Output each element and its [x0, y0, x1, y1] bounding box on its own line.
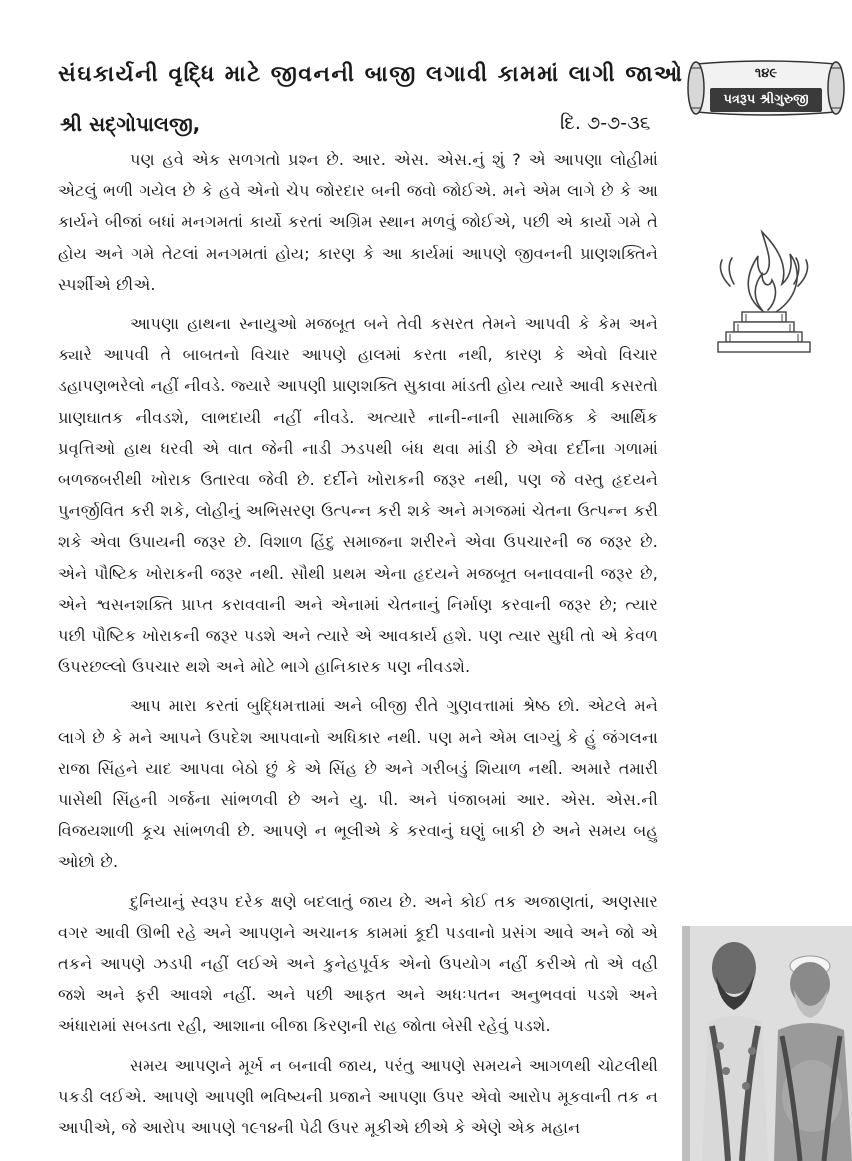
badge-caption: પત્રરૂપ શ્રીગુરુજી: [710, 88, 822, 112]
body-paragraph: પણ હવે એક સળગતો પ્રશ્ન છે. આર. એસ. એસ.નું શું ? એ આપણા લોહીમાં એટલું ભળી ગયેલ છે કે હવે એનો ચેપ જોરદાર બની જવો જોઈએ. મને એમ લાગે છે કે આ કાર્યને બીજાં બધાં મનગમતાં કાર્યો કરતાં અગ્રિમ સ્થાન મળવું જોઈએ, પછી એ કાર્યો ગમે તે હોય અને ગમે તેટલાં મનગમતાં હોય; કારણ કે આ કાર્યમાં આપણે જીવનની પ્રાણશક્તિને સ્પર્શીએ છીએ.: [58, 150, 658, 294]
body-paragraph: આપ મારા કરતાં બુદ્ધિમત્તામાં અને બીજી રીતે ગુણવત્તામાં શ્રેષ્ઠ છો. એટલે મને લાગે છે કે મને આપને ઉપદેશ આપવાનો અધિકાર નથી. પણ મને એમ લાગ્યું કે હું જંગલના રાજા સિંહને યાદ આપવા બેઠો છું કે એ સિંહ છે અને ગરીબડું શિયાળ નથી. અમારે તમારી પાસેથી સિંહની ગર્જના સાંભળવી છે અને યુ. પી. અને પંજાબમાં આર. એસ. એસ.ની વિજયશાળી કૂચ સાંભળવી છે. આપણે ન ભૂલીએ કે કરવાનું ઘણું બાકી છે અને સમય બહુ ઓછો છે.: [58, 696, 658, 872]
flame-emblem-icon: [712, 226, 816, 358]
body-paragraph: સમય આપણને મૂર્ખ ન બનાવી જાય, પરંતુ આપણે સમયને આગળથી ચોટલીથી પકડી લઈએ. આપણે આપણી ભવિષ્યની પ્રજાને આપણા ઉપર એવો આરોપ મૂકવાની તક ન આપીએ, જે આરોપ આપણે ૧૯૧૪ની પેઢી ઉપર મૂકીએ છીએ કે એણે એક મહાન: [58, 1055, 658, 1138]
page-number: ૧૪૯: [754, 66, 778, 81]
guruji-photo: [682, 926, 852, 1161]
body-paragraph: દુનિયાનું સ્વરૂપ દરેક ક્ષણે બદલાતું જાય છે. અને કોઈ તક અજાણતાં, અણસાર વગર આવી ઊભી રહે અને આપણને અચાનક કામમાં કૂદી પડવાનો પ્રસંગ આવે અને જો એ તકને આપણે ઝડપી નહીં લઈએ અને કુનેહપૂર્વક એનો ઉપયોગ નહીં કરીએ તો એ વહી જશે અને ફરી આવશે નહીં. અને પછી આફત અને અધઃપતન અનુભવવાં પડશે અને અંધારામાં સબડતા રહી, આશાના બીજા કિરણની રાહ જોતા બેસી રહેવું પડશે.: [58, 891, 658, 1036]
page-badge: [686, 56, 846, 120]
letter-heading: સંઘકાર્યની વૃદ્ધિ માટે જીવનની બાજી લગાવી કામમાં લાગી જાઓ: [58, 62, 684, 87]
letter-date: દિ. ૭-૭-૩૬: [560, 112, 651, 134]
letter-addressee: શ્રી સદ્‌ગોપાલજી,: [60, 112, 201, 136]
body-paragraph: આપણા હાથના સ્નાયુઓ મજબૂત બને તેવી કસરત તેમને આપવી કે કેમ અને ક્યારે આપવી તે બાબતનો વિચાર આપણે હાલમાં કરતા નથી, કારણ કે એવો વિચાર ડહાપણભરેલો નહીં નીવડે. જ્યારે આપણી પ્રાણશક્તિ સુકાવા માંડતી હોય ત્યારે આવી કસરતો પ્રાણઘાતક નીવડશે, લાભદાયી નહીં નીવડે. અત્યારે નાની-નાની સામાજિક કે આર્થિક પ્રવૃત્તિઓ હાથ ધરવી એ વાત જેની નાડી ઝડપથી બંધ થવા માંડી છે એવા દર્દીના ગળામાં બળજબરીથી ખોરાક ઉતારવા જેવી છે. દર્દીને ખોરાકની જરૂર નથી, પણ જે વસ્તુ હૃદયને પુનર્જીવિત કરી શકે, લોહીનું અભિસરણ ઉત્પન્ન કરી શકે અને મગજમાં ચેતના ઉત્પન્ન કરી શકે એવા ઉપાયની જરૂર છે. વિશાળ હિંદુ સમાજના શરીરને એવા ઉપચારની જ જરૂર છે. એને પૌષ્ટિક ખોરાકની જરૂર નથી. સૌથી પ્રથમ એના હૃદયને મજબૂત બનાવવાની જરૂર છે, એને શ્વસનશક્તિ પ્રાપ્ત કરાવવાની અને એનામાં ચેતનાનું નિર્માણ કરવાની જરૂર છે; ત્યાર પછી પૌષ્ટિક ખોરાકની જરૂર પડશે અને ત્યારે એ આવકાર્ય હશે. પણ ત્યાર સુધી તો એ કેવળ ઉપરછલ્લો ઉપચાર થશે અને મોટે ભાગે હાનિકારક પણ નીવડશે.: [58, 314, 658, 677]
letter-body: [58, 144, 658, 1151]
